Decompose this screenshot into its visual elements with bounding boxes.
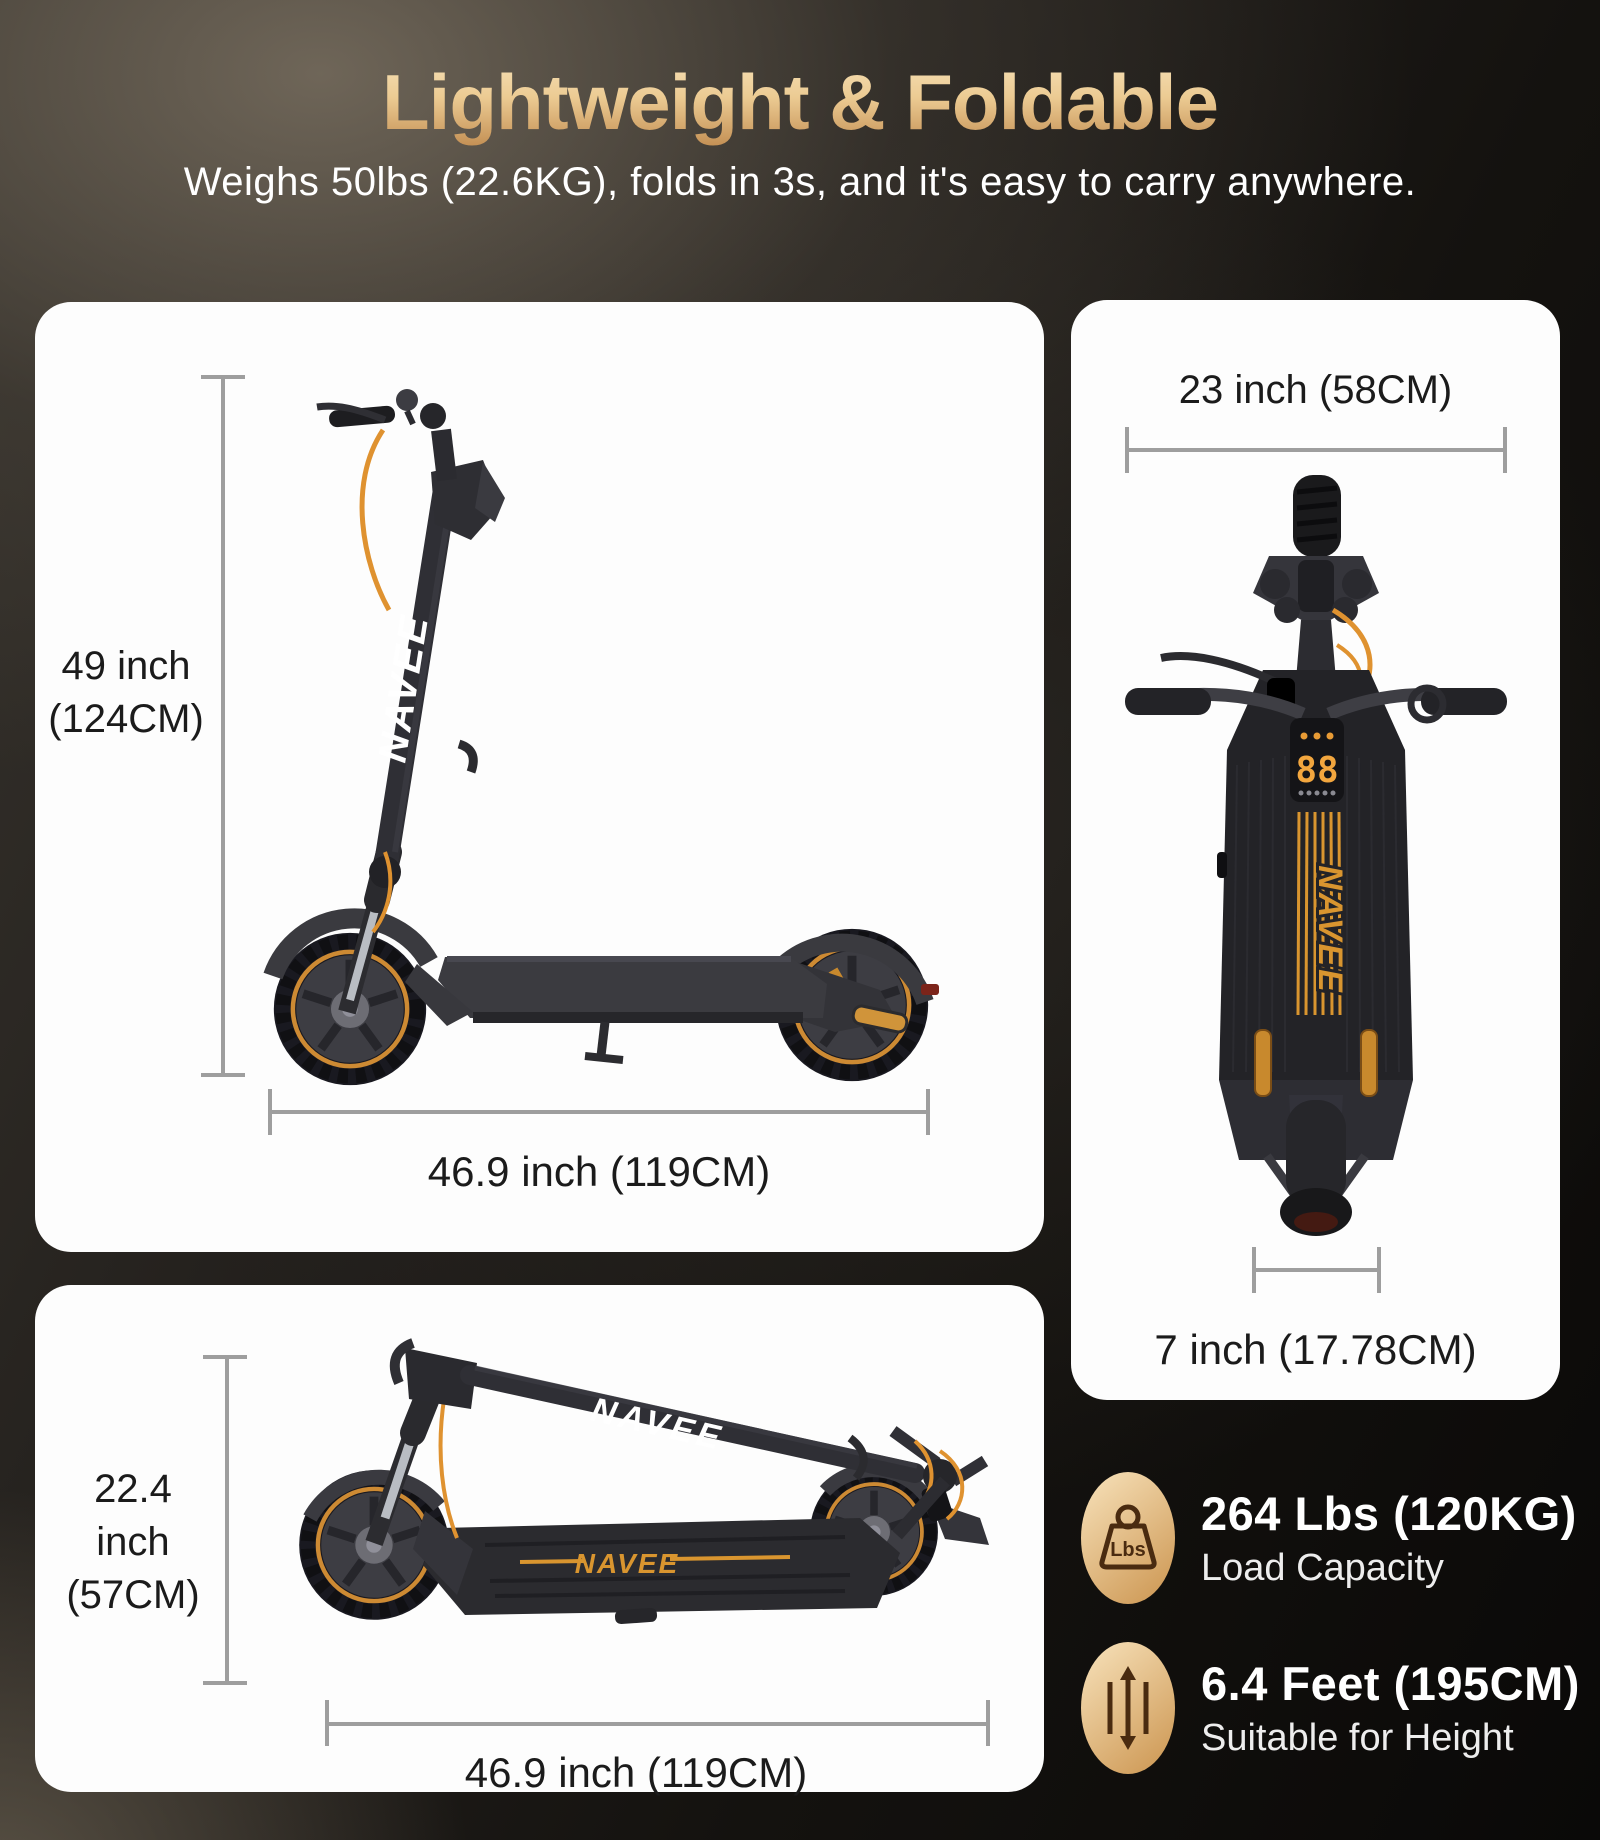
top-view-scooter-illustration <box>1071 460 1560 1400</box>
height-dimension-label: 49 inch (124CM) <box>48 644 204 741</box>
width-dimension-label: 23 inch (58CM) <box>1178 368 1453 412</box>
page-subtitle: Weighs 50lbs (22.6KG), folds in 3s, and it's easy to carry anywhere. <box>183 160 1417 204</box>
card-top-view <box>1071 300 1560 1400</box>
card-side-view <box>35 302 1044 1252</box>
svg-text:Lbs: Lbs <box>1110 1539 1146 1561</box>
height-range-label: Suitable for Height <box>1201 1717 1514 1759</box>
length-dimension-label: 46.9 inch (119CM) <box>427 1148 771 1195</box>
folded-length-dimension-label: 46.9 inch (119CM) <box>464 1749 808 1796</box>
header-section <box>0 0 1600 205</box>
load-capacity-value: 264 Lbs (120KG) <box>1201 1487 1577 1540</box>
height-range-value: 6.4 Feet (195CM) <box>1201 1657 1580 1710</box>
card-folded-view <box>35 1285 1044 1796</box>
side-view-scooter-illustration <box>235 312 1025 1112</box>
page-title: Lightweight & Foldable <box>0 52 1600 152</box>
brand-logo-stem: NAVEE <box>370 610 438 766</box>
display-value: 88 <box>1295 750 1339 791</box>
load-capacity-label: Load Capacity <box>1201 1547 1444 1589</box>
height-range-icon <box>1081 1642 1175 1774</box>
brand-logo-deck-folded: NAVEE <box>574 1548 680 1579</box>
tire-dimension-label: 7 inch (17.78CM) <box>1154 1326 1477 1373</box>
folded-scooter-illustration <box>285 1313 1045 1713</box>
folded-height-dimension-label: 22.4 inch (57CM) <box>66 1467 200 1617</box>
spec-row-height-range <box>1081 1642 1580 1774</box>
brand-logo-stem-folded: NAVEE <box>587 1390 728 1458</box>
brand-logo-deck-top: NAVEE <box>1311 865 1349 995</box>
spec-row-load-capacity <box>1081 1472 1577 1604</box>
load-capacity-icon <box>1081 1472 1175 1604</box>
